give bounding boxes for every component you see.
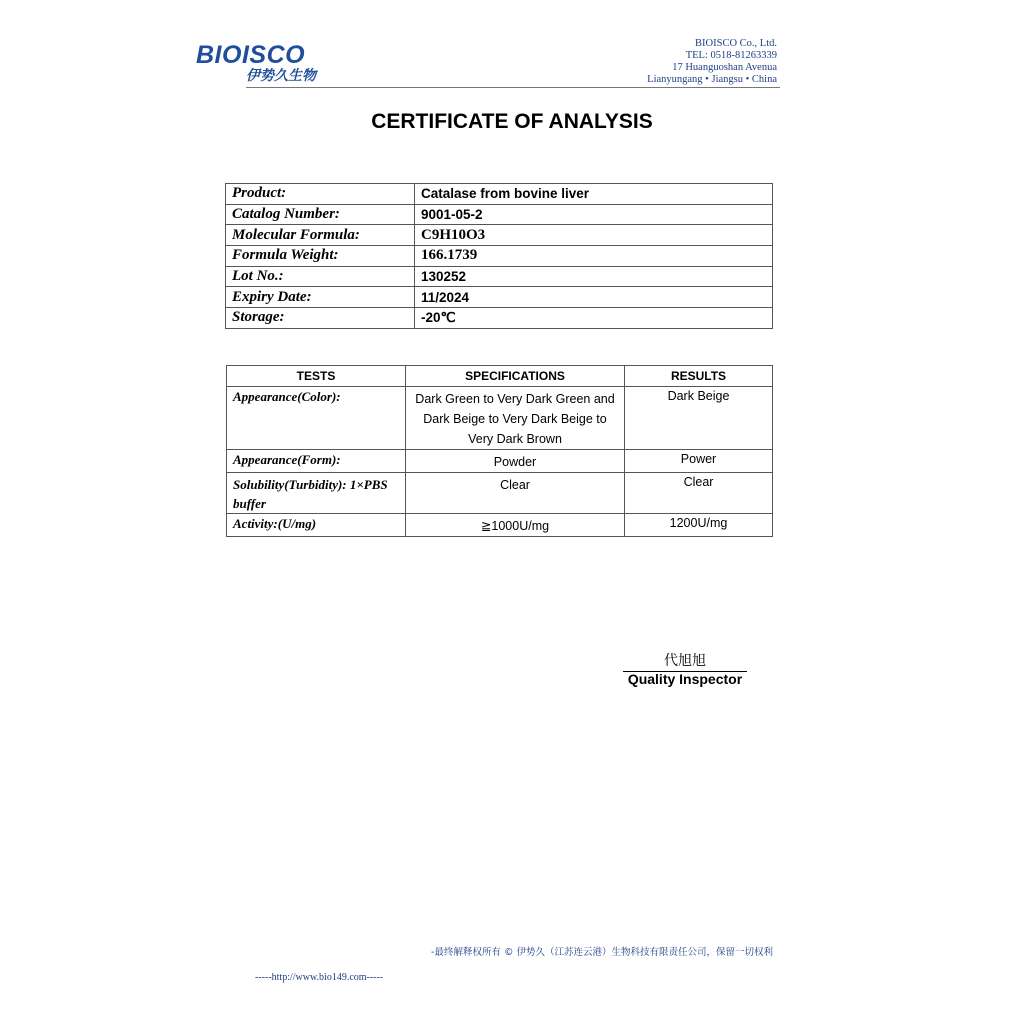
info-value: -20℃ <box>415 308 773 329</box>
info-value: 130252 <box>415 266 773 287</box>
footer-url: -----http://www.bio149.com----- <box>255 972 384 983</box>
info-row <box>226 308 773 329</box>
company-logo <box>196 42 336 84</box>
column-header-results: RESULTS <box>625 366 773 387</box>
info-value: C9H10O3 <box>415 225 773 246</box>
info-value: 9001-05-2 <box>415 204 773 225</box>
test-spec: Dark Green to Very Dark Green and Dark Beige to Very Dark Beige to Very Dark Brown <box>406 387 625 450</box>
info-row <box>226 184 773 205</box>
info-label: Expiry Date: <box>226 287 415 308</box>
company-street: 17 Huanguoshan Avenua <box>672 62 777 73</box>
footer-rights: -最终解释权所有 © 伊势久（江苏连云港）生物科技有限责任公司，保留一切权利 <box>431 947 773 958</box>
inspector-role: Quality Inspector <box>627 671 743 687</box>
company-contact <box>647 38 777 86</box>
test-result: Power <box>625 450 773 473</box>
table-row <box>227 473 773 514</box>
logo-text-en: BIOISCO <box>196 41 306 69</box>
info-row <box>226 246 773 267</box>
test-result: Clear <box>625 473 773 514</box>
info-row <box>226 204 773 225</box>
info-label: Molecular Formula: <box>226 225 415 246</box>
info-label: Catalog Number: <box>226 204 415 225</box>
info-label: Lot No.: <box>226 266 415 287</box>
company-name: BIOISCO Co., Ltd. <box>695 38 777 49</box>
info-label: Storage: <box>226 308 415 329</box>
info-value: 166.1739 <box>415 246 773 267</box>
info-label: Product: <box>226 184 415 205</box>
test-name: Appearance(Form): <box>227 450 406 473</box>
company-tel: TEL: 0518-81263339 <box>685 50 777 61</box>
test-name: Activity:(U/mg) <box>227 514 406 537</box>
info-value: Catalase from bovine liver <box>415 184 773 205</box>
page-title: CERTIFICATE OF ANALYSIS <box>371 110 653 133</box>
inspector-signature: 代旭旭 <box>623 650 747 672</box>
table-row <box>227 450 773 473</box>
table-row <box>227 514 773 537</box>
tests-table <box>226 365 773 537</box>
column-header-tests: TESTS <box>227 366 406 387</box>
header-divider <box>246 87 780 88</box>
test-spec: ≧1000U/mg <box>406 514 625 537</box>
company-city: Lianyungang • Jiangsu • China <box>647 74 777 85</box>
column-header-specifications: SPECIFICATIONS <box>406 366 625 387</box>
info-row <box>226 225 773 246</box>
logo-text-cn: 伊势久生物 <box>246 68 316 84</box>
info-row <box>226 287 773 308</box>
product-info-table <box>225 183 773 329</box>
table-row <box>227 387 773 450</box>
info-label: Formula Weight: <box>226 246 415 267</box>
test-result: Dark Beige <box>625 387 773 450</box>
tests-header-row <box>227 366 773 387</box>
info-value: 11/2024 <box>415 287 773 308</box>
test-spec: Clear <box>406 473 625 514</box>
test-spec: Powder <box>406 450 625 473</box>
test-name: Solubility(Turbidity): 1×PBS buffer <box>227 473 406 514</box>
info-row <box>226 266 773 287</box>
test-result: 1200U/mg <box>625 514 773 537</box>
test-name: Appearance(Color): <box>227 387 406 450</box>
